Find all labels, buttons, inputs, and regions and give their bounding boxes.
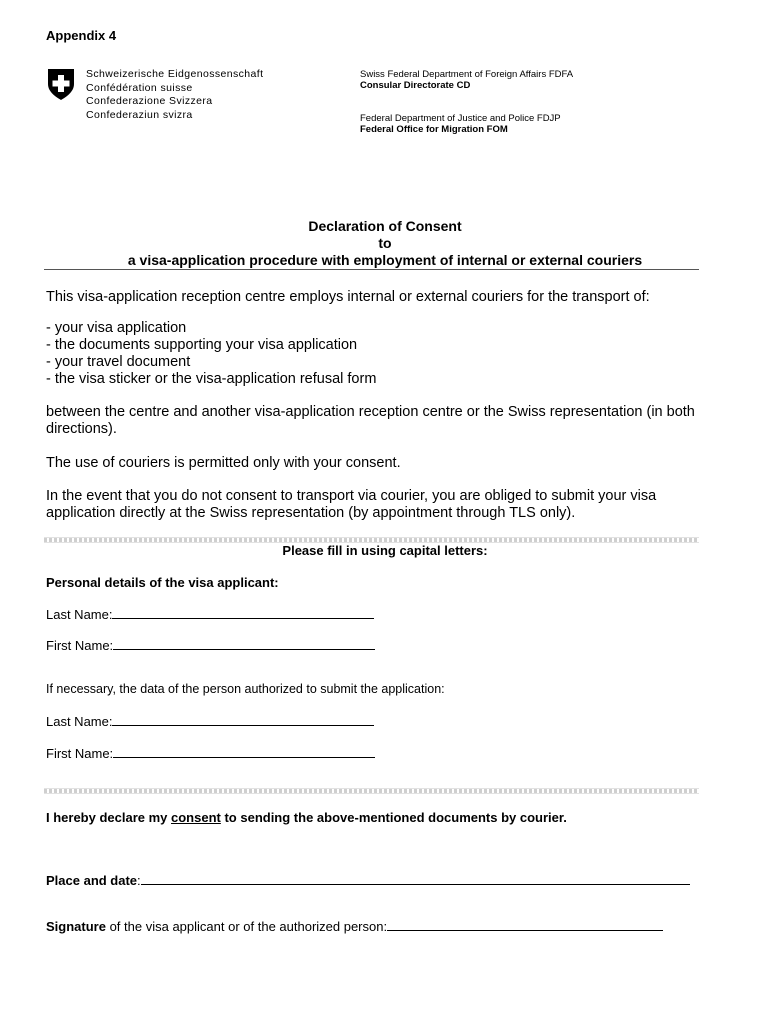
confederation-name-it: Confederazione Svizzera [86, 95, 213, 107]
applicant-first-name-field[interactable] [113, 636, 375, 650]
document-title [0, 218, 770, 269]
personal-details-heading: Personal details of the visa applicant: [46, 575, 279, 590]
title-line-2: to [378, 235, 392, 251]
department-unit: Federal Office for Migration FOM [360, 124, 508, 135]
place-date-colon: : [137, 873, 141, 888]
authorized-first-name-field[interactable] [113, 744, 375, 758]
applicant-last-name-row [46, 605, 374, 622]
applicant-first-name-row [46, 636, 375, 653]
confederation-name-rm: Confederaziun svizra [86, 108, 193, 121]
permit-paragraph: The use of couriers is permitted only with your consent. [46, 455, 401, 471]
section-divider [44, 788, 699, 794]
authorized-last-name-row [46, 712, 374, 729]
place-date-label: Place and date [46, 873, 138, 888]
confederation-name-de: Schweizerische Eidgenossenschaft [86, 68, 264, 80]
between-paragraph: between the centre and another visa-application reception centre or the Swiss representation (in both directions). [46, 404, 695, 437]
title-line-3: a visa-application procedure with employment of internal or external couriers [127, 252, 643, 268]
intro-paragraph: This visa-application reception centre employs internal or external couriers for the transport of: [46, 289, 650, 305]
first-name-label: First Name: [46, 638, 114, 653]
list-item: - your visa application [46, 320, 187, 336]
swiss-cross-shield-icon [46, 67, 76, 101]
authorized-first-name-row [46, 744, 375, 761]
department-block [360, 69, 573, 135]
department-unit: Consular Directorate CD [360, 80, 471, 91]
list-item: - the documents supporting your visa application [46, 337, 358, 353]
signature-field[interactable] [387, 917, 663, 931]
transport-items-list [46, 320, 716, 388]
last-name-label: Last Name: [46, 607, 113, 622]
fill-instruction: Please fill in using capital letters: [282, 543, 488, 558]
consent-declaration [46, 810, 567, 825]
declaration-consent-word: consent [171, 810, 221, 825]
confederation-name-fr: Confédération suisse [86, 81, 193, 94]
authorized-last-name-field[interactable] [112, 712, 374, 726]
place-date-row [46, 871, 690, 888]
title-line-1: Declaration of Consent [308, 218, 462, 234]
declaration-text: to sending the above-mentioned documents by courier. [220, 810, 567, 825]
applicant-last-name-field[interactable] [112, 605, 374, 619]
authorized-person-intro: If necessary, the data of the person authorized to submit the application: [46, 682, 445, 696]
signature-label: Signature [46, 919, 106, 934]
appendix-label: Appendix 4 [46, 28, 117, 43]
signature-row [46, 917, 663, 934]
signature-label-rest: of the visa applicant or of the authorized person: [105, 919, 388, 934]
event-paragraph: In the event that you do not consent to transport via courier, you are obliged to submit your visa application directly at the Swiss representation (by appointment through TLS only). [46, 488, 657, 521]
declaration-text: I hereby declare my [46, 810, 172, 825]
place-date-field[interactable] [141, 871, 690, 885]
confederation-names [86, 68, 263, 122]
department-name: Swiss Federal Department of Foreign Affairs FDFA [360, 69, 574, 80]
list-item: - your travel document [46, 354, 191, 370]
title-divider [44, 269, 699, 270]
list-item: - the visa sticker or the visa-application refusal form [46, 371, 377, 387]
first-name-label: First Name: [46, 746, 114, 761]
department-name: Federal Department of Justice and Police FDJP [360, 113, 561, 124]
last-name-label: Last Name: [46, 714, 113, 729]
